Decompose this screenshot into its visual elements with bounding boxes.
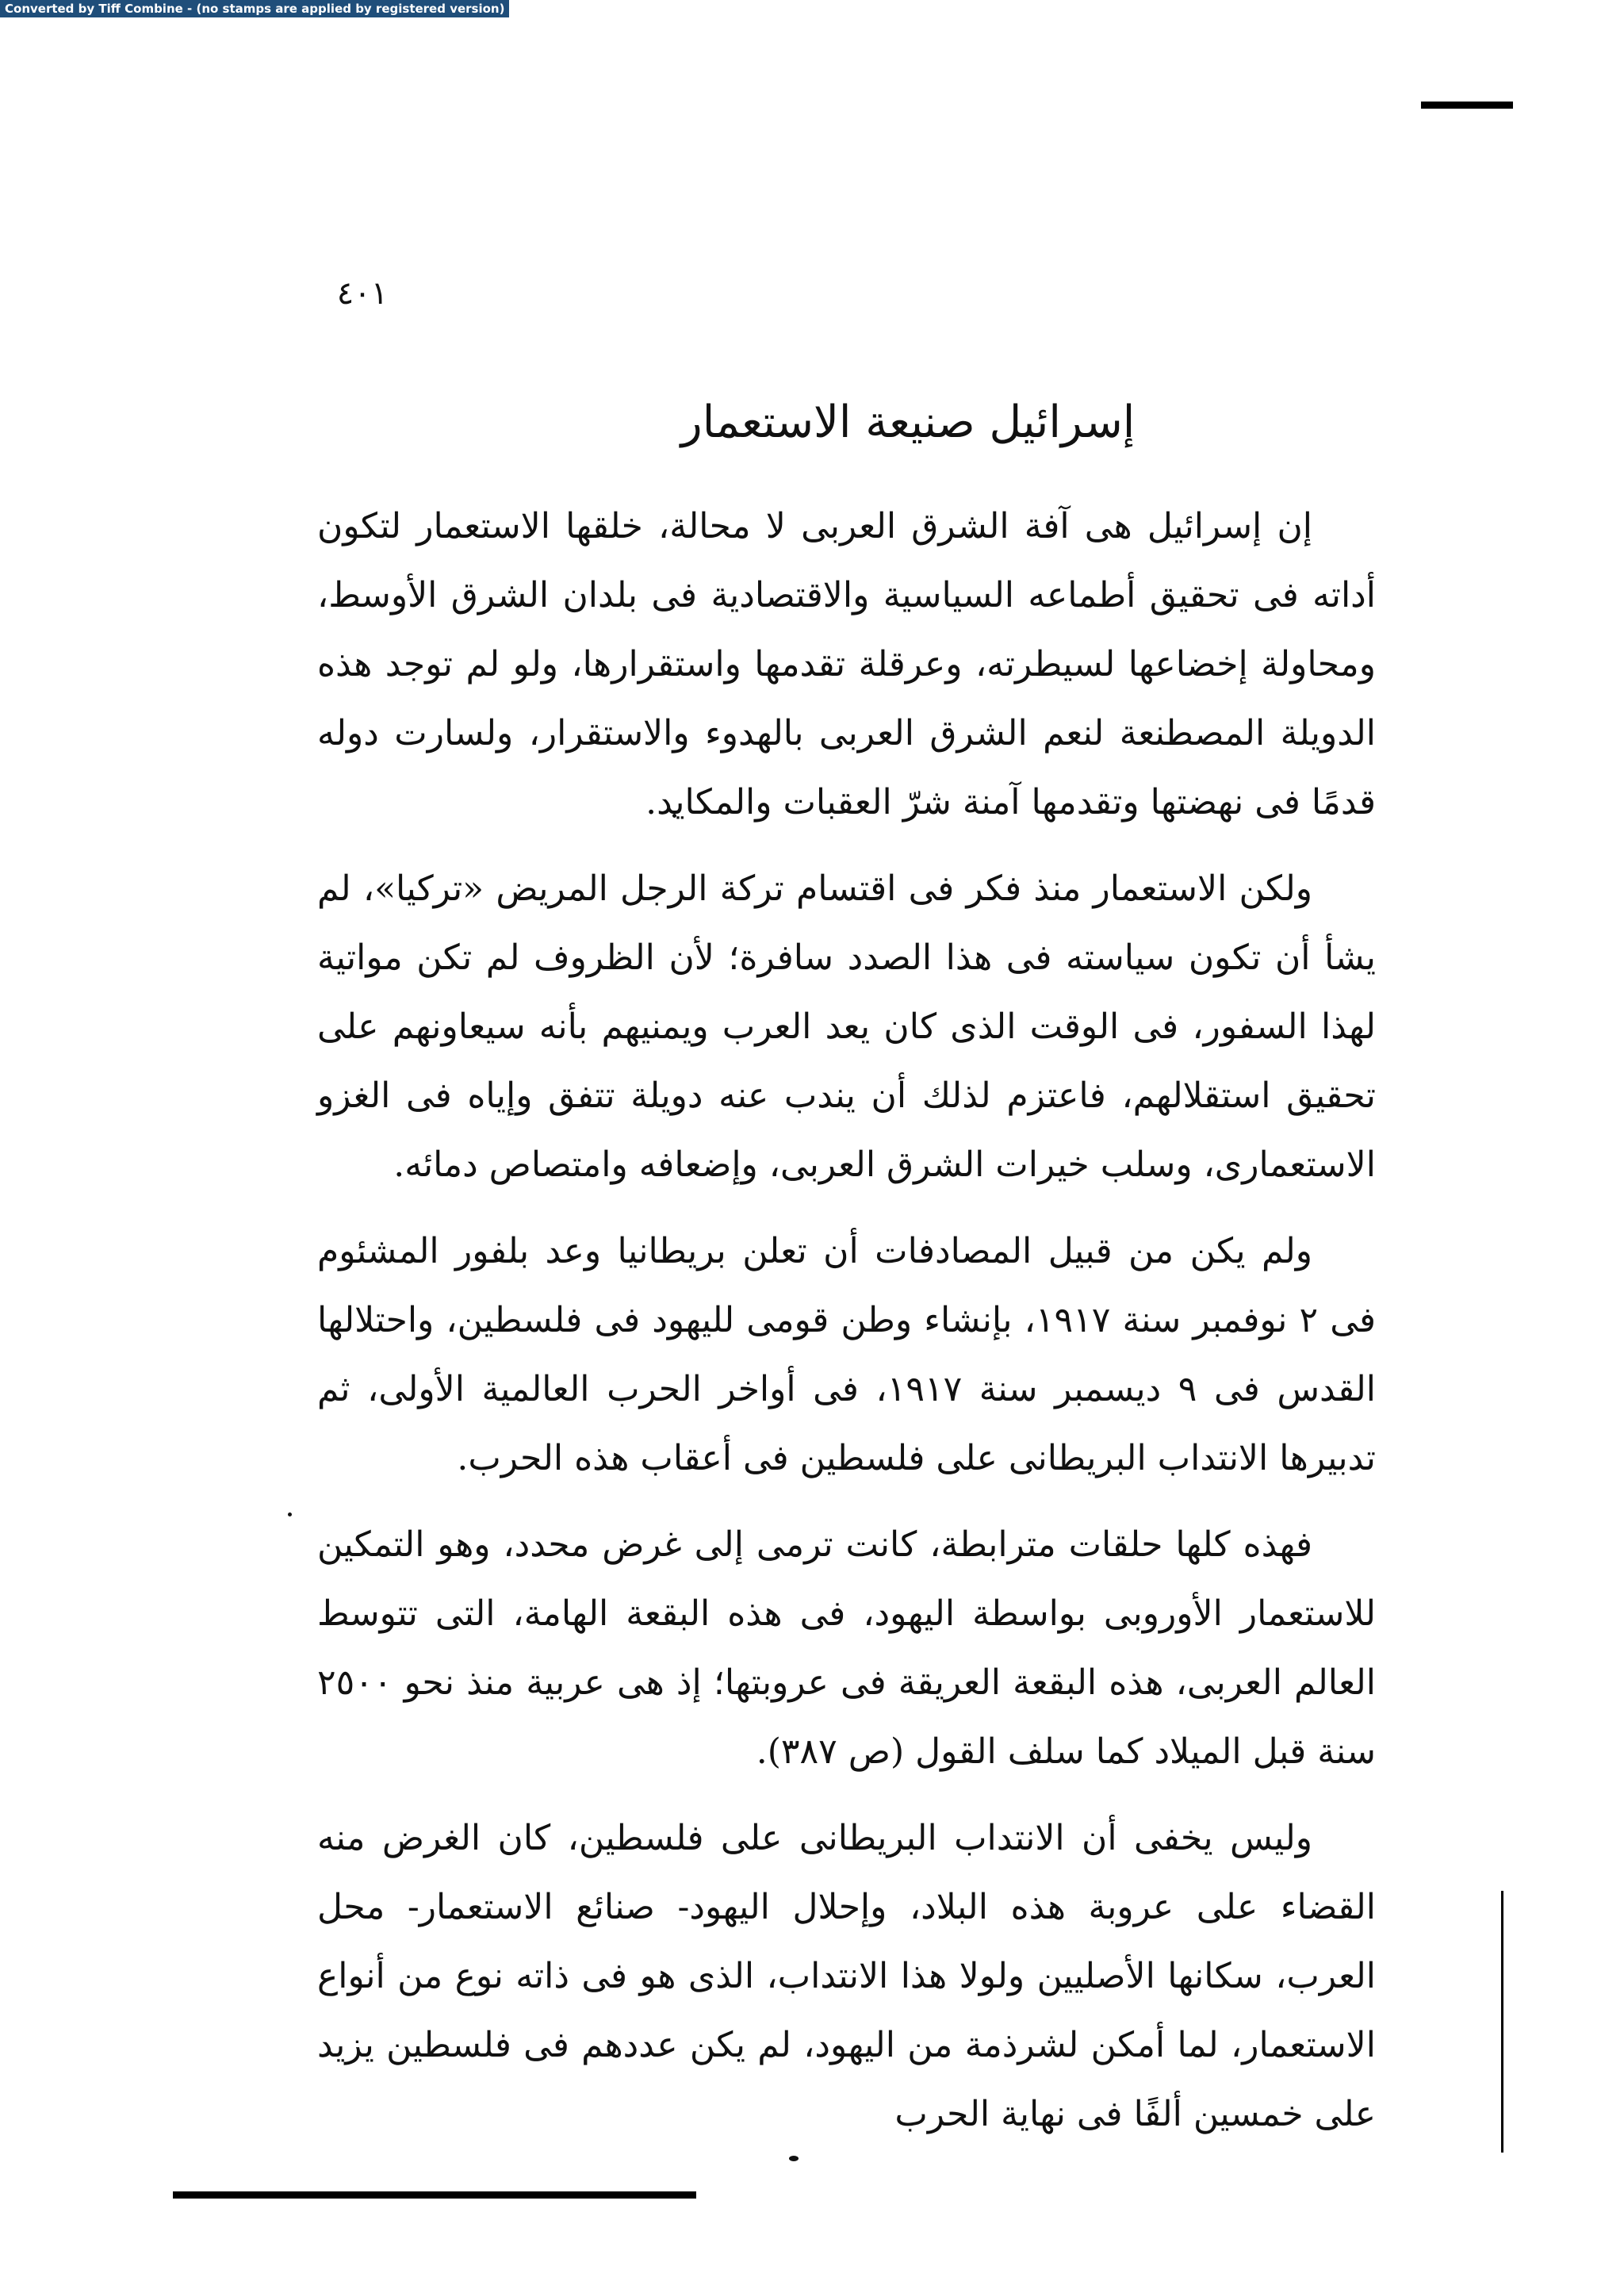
converter-banner: Converted by Tiff Combine - (no stamps are applied by registered version) xyxy=(0,0,509,17)
scan-mark-top-right xyxy=(1421,102,1513,109)
chapter-title: إسرائيل صنيعة الاستعمار xyxy=(680,397,1136,448)
scan-mark-bottom-left xyxy=(173,2191,696,2199)
paragraph: ولكن الاستعمار منذ فكر فى اقتسام تركة الرجل المريض «تركيا»، لم يشأ أن تكون سياسته فى هذا الصدد سافرة؛ لأن الظروف لم تكن مواتية لهذا السفور، فى الوقت الذى كان يعد العرب ويمنيهم بأنه سيعاونهم على تحقيق استقلالهم، فاعتزم لذلك أن يندب عنه دويلة تتفق وإياه فى الغزو الاستعمارى، وسلب خيرات الشرق العربى، وإضعافه وامتصاص دمائه. xyxy=(317,868,1376,1185)
scan-speck xyxy=(288,1512,292,1516)
scan-edge-line-right xyxy=(1501,1891,1503,2153)
paragraph: ولم يكن من قبيل المصادفات أن تعلن بريطانيا وعد بلفور المشئوم فى ٢ نوفمبر سنة ١٩١٧، بإنشاء وطن قومى لليهود فى فلسطين، واحتلالها القدس فى ٩ ديسمبر سنة ١٩١٧، فى أواخر الحرب العالمية الأولى، ثم تدبيرها الانتداب البريطانى على فلسطين فى أعقاب هذه الحرب. xyxy=(317,1231,1377,1478)
page-number: ٤٠١ xyxy=(336,275,389,312)
paragraph: وليس يخفى أن الانتداب البريطانى على فلسطين، كان الغرض منه القضاء على عروبة هذه البلاد، وإحلال اليهود- صنائع الاستعمار- محل العرب، سكانها الأصليين ولولا هذا الانتداب، الذى هو فى ذاته نوع من أنواع الاستعمار، لما أمكن لشرذمة من اليهود، لم يكن عددهم فى فلسطين يزيد على خمسين ألفًا فى نهاية الحرب xyxy=(317,1818,1376,2134)
paragraph: إن إسرائيل هى آفة الشرق العربى لا محالة، خلقها الاستعمار لتكون أداته فى تحقيق أطماعه السياسية والاقتصادية فى بلدان الشرق الأوسط، ومحاولة إخضاعها لسيطرته، وعرقلة تقدمها واستقرارها، ولو لم توجد هذه الدويلة المصطنعة لنعم الشرق العربى بالهدوء والاستقرار، ولسارت دوله قدمًا فى نهضتها وتقدمها آمنة شرّ العقبات والمكايد. xyxy=(317,506,1376,822)
paragraph: فهذه كلها حلقات مترابطة، كانت ترمى إلى غرض محدد، وهو التمكين للاستعمار الأوروبى بواسطة اليهود، فى هذه البقعة الهامة، التى تتوسط العالم العربى، هذه البقعة العريقة فى عروبتها؛ إذ هى عربية منذ نحو ٢٥٠٠ سنة قبل الميلاد كما سلف القول (ص ٣٨٧). xyxy=(317,1524,1376,1772)
body-text xyxy=(317,492,1376,2166)
